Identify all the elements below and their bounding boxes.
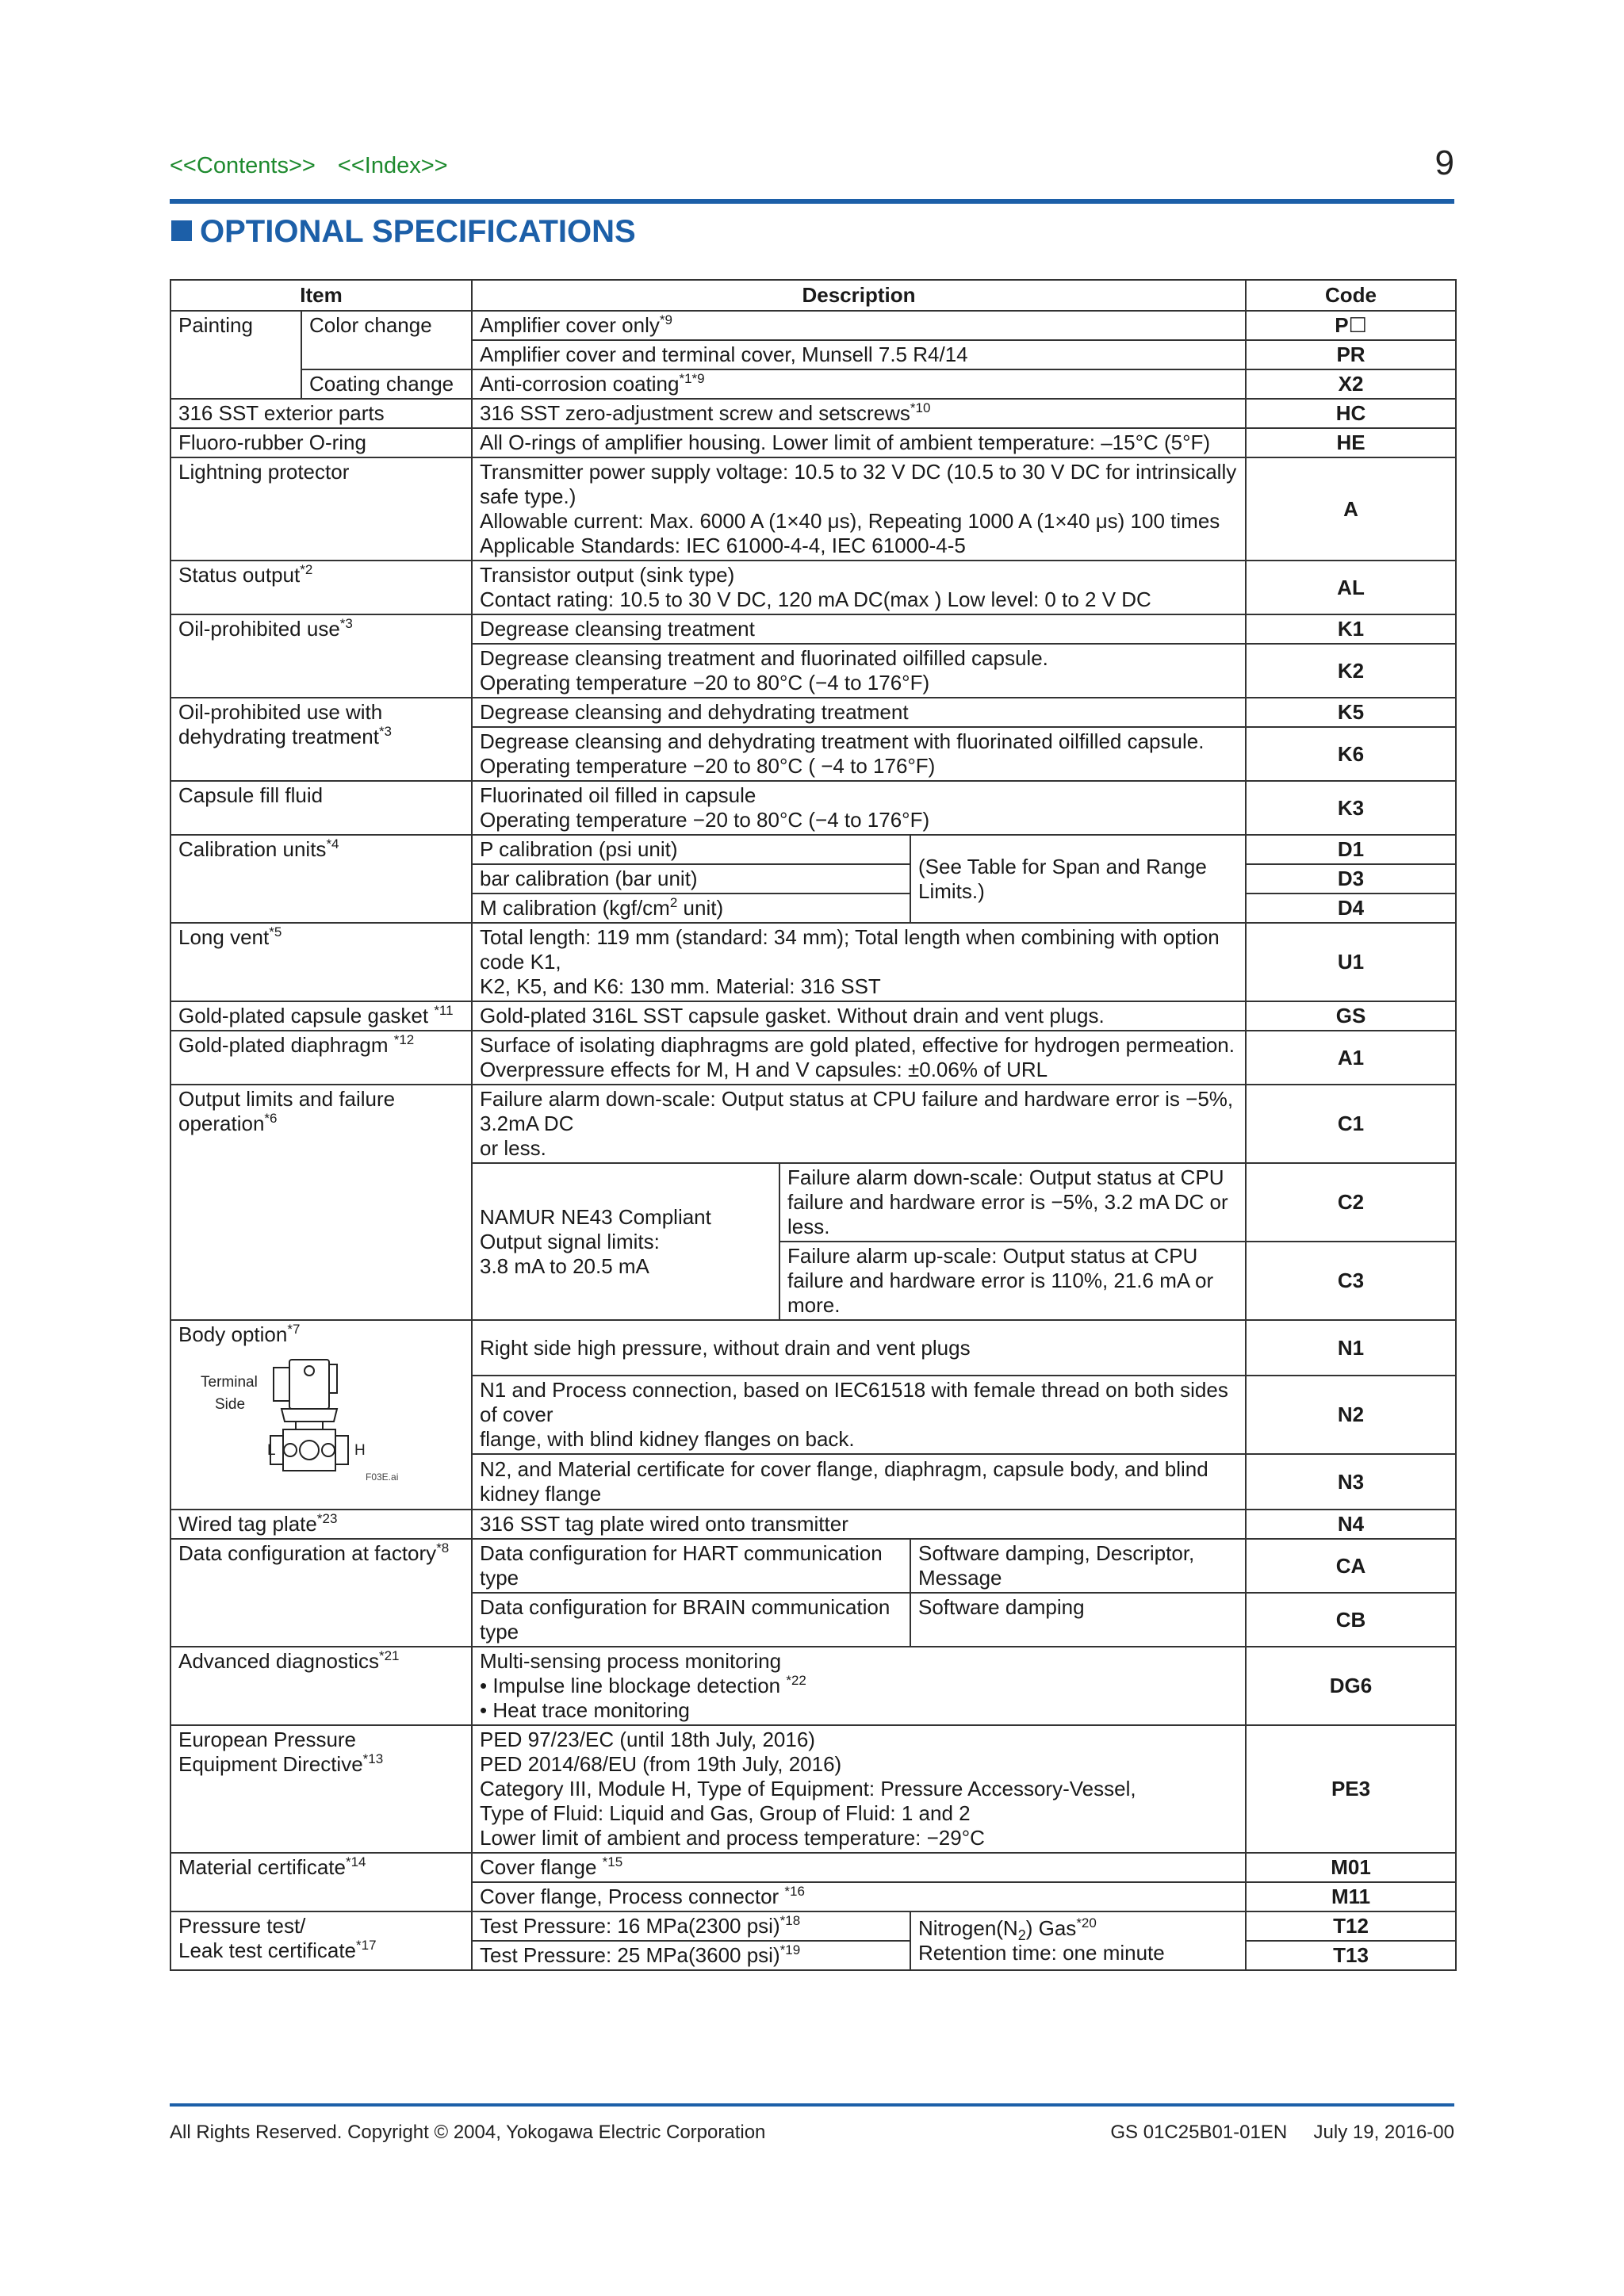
subitem-cell: Coating change — [301, 369, 472, 399]
description-cell: Test Pressure: 25 MPa(3600 psi)$^{*19}$ — [472, 1941, 910, 1970]
description-cell: Data configuration for BRAIN communication type — [472, 1593, 910, 1647]
item-cell: Long vent$^{*5}$ — [170, 923, 472, 1001]
description-cell: Cover flange, Process connector $^{*16}$ — [472, 1882, 1246, 1911]
gas-cell: $Nitrogen(N_2)$ Gas$^{*20}$ Retention time: one minute — [910, 1911, 1246, 1970]
table-row — [170, 369, 1456, 399]
extra-cell: Software damping — [910, 1593, 1246, 1647]
code-cell: K3 — [1246, 781, 1456, 835]
code-cell: HC — [1246, 399, 1456, 428]
namur-cell: NAMUR NE43 Compliant Output signal limits: 3.8 mA to 20.5 mA — [472, 1163, 779, 1320]
code-cell: CA — [1246, 1539, 1456, 1593]
code-cell: U1 — [1246, 923, 1456, 1001]
doc-date: July 19, 2016-00 — [1313, 2122, 1454, 2143]
description-cell: Degrease cleansing treatment — [472, 614, 1246, 644]
description-cell: Anti-corrosion coating$^{*1*9}$ — [472, 369, 1246, 399]
section-title-text: OPTIONAL SPECIFICATIONS — [200, 214, 636, 249]
code-cell: M01 — [1246, 1853, 1456, 1882]
figure-terminal-label: Terminal — [201, 1374, 258, 1391]
table-row — [170, 1539, 1456, 1593]
description-cell: Failure alarm up-scale: Output status at CPU failure and hardware error is 110%, 21.6 mA or more. — [779, 1242, 1246, 1320]
description-cell: Transmitter power supply voltage: 10.5 to 32 V DC (10.5 to 30 V DC for intrinsically safe type.) Allowable current: Max. 6000 A (1×40 μs), Repeating 1000 A (1×40 μs) 100 times Applicable Standards: IEC 61000-4-4, IEC 61000-4-5 — [472, 457, 1246, 561]
code-cell: AL — [1246, 561, 1456, 614]
col-header-code: Code — [1246, 280, 1456, 311]
code-cell: DG6 — [1246, 1647, 1456, 1725]
table-row — [170, 698, 1456, 727]
description-cell: Failure alarm down-scale: Output status at CPU failure and hardware error is −5%, 3.2mA DC or less. — [472, 1085, 1246, 1163]
description-cell: Cover flange $^{*15}$ — [472, 1853, 1246, 1882]
figure-side-label: Side — [215, 1396, 246, 1413]
table-header-row — [170, 280, 1456, 311]
code-cell: N1 — [1246, 1320, 1456, 1376]
table-row — [170, 399, 1456, 428]
description-cell: Amplifier cover and terminal cover, Munsell 7.5 R4/14 — [472, 340, 1246, 369]
item-cell: Capsule fill fluid — [170, 781, 472, 835]
code-cell: HE — [1246, 428, 1456, 457]
code-cell: K1 — [1246, 614, 1456, 644]
table-row — [170, 923, 1456, 1001]
page-number: 9 — [1434, 144, 1454, 182]
code-cell: N4 — [1246, 1510, 1456, 1539]
page-footer — [170, 2122, 1454, 2144]
item-cell: 316 SST exterior parts — [170, 399, 472, 428]
code-cell: X2 — [1246, 369, 1456, 399]
table-row — [170, 1320, 1456, 1376]
code-cell: T13 — [1246, 1941, 1456, 1970]
item-cell: Data configuration at factory$^{*8}$ — [170, 1539, 472, 1647]
code-cell: K6 — [1246, 727, 1456, 781]
code-cell: M11 — [1246, 1882, 1456, 1911]
doc-meta — [1110, 2122, 1454, 2144]
contents-link[interactable]: <<Contents>> — [170, 153, 316, 178]
table-row — [170, 1853, 1456, 1882]
table-row — [170, 1031, 1456, 1085]
col-header-description: Description — [472, 280, 1246, 311]
nav-links — [170, 153, 464, 179]
code-cell: A1 — [1246, 1031, 1456, 1085]
description-cell: Amplifier cover only$^{*9}$ — [472, 311, 1246, 340]
calibration-note: (See Table for Span and Range Limits.) — [910, 835, 1246, 923]
copyright-text: All Rights Reserved. Copyright © 2004, Yokogawa Electric Corporation — [170, 2122, 766, 2143]
description-cell: M calibration ($kgf/cm^2$ unit) — [472, 894, 910, 923]
code-cell: A — [1246, 457, 1456, 561]
description-cell: Right side high pressure, without drain and vent plugs — [472, 1320, 1246, 1376]
table-row — [170, 835, 1456, 864]
code-cell: C2 — [1246, 1163, 1456, 1242]
table-row — [170, 1001, 1456, 1031]
description-cell: Failure alarm down-scale: Output status at CPU failure and hardware error is −5%, 3.2 mA DC or less. — [779, 1163, 1246, 1242]
table-row — [170, 457, 1456, 561]
item-cell: Body option$^{*7}$ Terminal Side L H F03E.ai — [170, 1320, 472, 1510]
item-cell: Material certificate$^{*14}$ — [170, 1853, 472, 1911]
item-cell: Wired tag plate$^{*23}$ — [170, 1510, 472, 1539]
square-bullet-icon — [171, 220, 192, 241]
description-cell: Fluorinated oil filled in capsule Operating temperature −20 to 80°C (−4 to 176°F) — [472, 781, 1246, 835]
header-rule — [170, 199, 1454, 204]
description-cell: Surface of isolating diaphragms are gold plated, effective for hydrogen permeation. Overpressure effects for M, H and V capsules: ±0.06% of URL — [472, 1031, 1246, 1085]
table-row — [170, 781, 1456, 835]
code-cell: CB — [1246, 1593, 1456, 1647]
description-cell: Degrease cleansing treatment and fluorinated oilfilled capsule. Operating temperature −20 to 80°C (−4 to 176°F) — [472, 644, 1246, 698]
description-cell: Total length: 119 mm (standard: 34 mm); Total length when combining with option code K1, K2, K5, and K6: 130 mm. Material: 316 SST — [472, 923, 1246, 1001]
table-row — [170, 1911, 1456, 1941]
code-cell: D1 — [1246, 835, 1456, 864]
code-cell: D3 — [1246, 864, 1456, 894]
description-cell: Transistor output (sink type) Contact rating: 10.5 to 30 V DC, 120 mA DC(max ) Low level: 0 to 2 V DC — [472, 561, 1246, 614]
item-cell: Gold-plated capsule gasket $^{*11}$ — [170, 1001, 472, 1031]
description-cell: Test Pressure: 16 MPa(2300 psi)$^{*18}$ — [472, 1911, 910, 1941]
subitem-cell: Color change — [301, 311, 472, 369]
code-cell: C3 — [1246, 1242, 1456, 1320]
description-cell: P calibration (psi unit) — [472, 835, 910, 864]
figure-h-label: H — [354, 1442, 366, 1459]
code-cell: K2 — [1246, 644, 1456, 698]
description-cell: N2, and Material certificate for cover flange, diaphragm, capsule body, and blind kidney flange — [472, 1454, 1246, 1510]
section-title — [171, 214, 636, 250]
code-cell: K5 — [1246, 698, 1456, 727]
description-cell: bar calibration (bar unit) — [472, 864, 910, 894]
description-cell: Degrease cleansing and dehydrating treatment — [472, 698, 1246, 727]
code-cell: N3 — [1246, 1454, 1456, 1510]
item-cell: Status output$^{*2}$ — [170, 561, 472, 614]
item-cell: Oil-prohibited use with dehydrating treatment$^{*3}$ — [170, 698, 472, 781]
item-cell: Pressure test/ Leak test certificate$^{*17}$ — [170, 1911, 472, 1970]
code-cell: PE3 — [1246, 1725, 1456, 1853]
figure-l-label: L — [267, 1442, 276, 1459]
index-link[interactable]: <<Index>> — [337, 153, 448, 178]
table-row — [170, 1085, 1456, 1163]
description-cell: Data configuration for HART communication type — [472, 1539, 910, 1593]
code-cell: GS — [1246, 1001, 1456, 1031]
page-header — [170, 139, 1454, 185]
code-cell: P☐ — [1246, 311, 1456, 340]
item-cell: Oil-prohibited use$^{*3}$ — [170, 614, 472, 698]
description-cell: 316 SST zero-adjustment screw and setscrews$^{*10}$ — [472, 399, 1246, 428]
item-cell: Gold-plated diaphragm $^{*12}$ — [170, 1031, 472, 1085]
transmitter-sketch — [270, 1360, 348, 1471]
code-cell: T12 — [1246, 1911, 1456, 1941]
code-cell: N2 — [1246, 1376, 1456, 1454]
code-cell: PR — [1246, 340, 1456, 369]
description-cell: Multi-sensing process monitoring • Impulse line blockage detection $^{*22}$ • Heat trace monitoring — [472, 1647, 1246, 1725]
item-cell: Lightning protector — [170, 457, 472, 561]
extra-cell: Software damping, Descriptor, Message — [910, 1539, 1246, 1593]
figure-id-label: F03E.ai — [366, 1471, 399, 1483]
description-cell: 316 SST tag plate wired onto transmitter — [472, 1510, 1246, 1539]
item-cell: Fluoro-rubber O-ring — [170, 428, 472, 457]
item-cell: Output limits and failure operation$^{*6}$ — [170, 1085, 472, 1320]
description-cell: Degrease cleansing and dehydrating treatment with fluorinated oilfilled capsule. Operating temperature −20 to 80°C ( −4 to 176°F) — [472, 727, 1246, 781]
table-row — [170, 1510, 1456, 1539]
code-cell: C1 — [1246, 1085, 1456, 1163]
col-header-item: Item — [170, 280, 472, 311]
code-cell: D4 — [1246, 894, 1456, 923]
item-cell: Advanced diagnostics$^{*21}$ — [170, 1647, 472, 1725]
table-row — [170, 561, 1456, 614]
description-cell: PED 97/23/EC (until 18th July, 2016) PED 2014/68/EU (from 19th July, 2016) Category III, Module H, Type of Equipment: Pressure Accessory-Vessel, Type of Fluid: Liquid and Gas, Group of Fluid: 1 and 2 Lower limit of ambient and process temperature: −29°C — [472, 1725, 1246, 1853]
table-row — [170, 311, 1456, 340]
doc-id: GS 01C25B01-01EN — [1110, 2122, 1288, 2143]
table-row — [170, 428, 1456, 457]
description-cell: All O-rings of amplifier housing. Lower limit of ambient temperature: –15°C (5°F) — [472, 428, 1246, 457]
item-cell: Painting — [170, 311, 301, 399]
item-cell: Calibration units$^{*4}$ — [170, 835, 472, 923]
transmitter-body-figure — [178, 1353, 408, 1484]
description-cell: N1 and Process connection, based on IEC61518 with female thread on both sides of cover flange, with blind kidney flanges on back. — [472, 1376, 1246, 1454]
item-cell: European Pressure Equipment Directive$^{*13}$ — [170, 1725, 472, 1853]
table-row — [170, 614, 1456, 644]
optional-specs-table — [170, 279, 1457, 1971]
table-row — [170, 1647, 1456, 1725]
footer-rule — [170, 2103, 1454, 2107]
description-cell: Gold-plated 316L SST capsule gasket. Without drain and vent plugs. — [472, 1001, 1246, 1031]
table-row — [170, 1725, 1456, 1853]
